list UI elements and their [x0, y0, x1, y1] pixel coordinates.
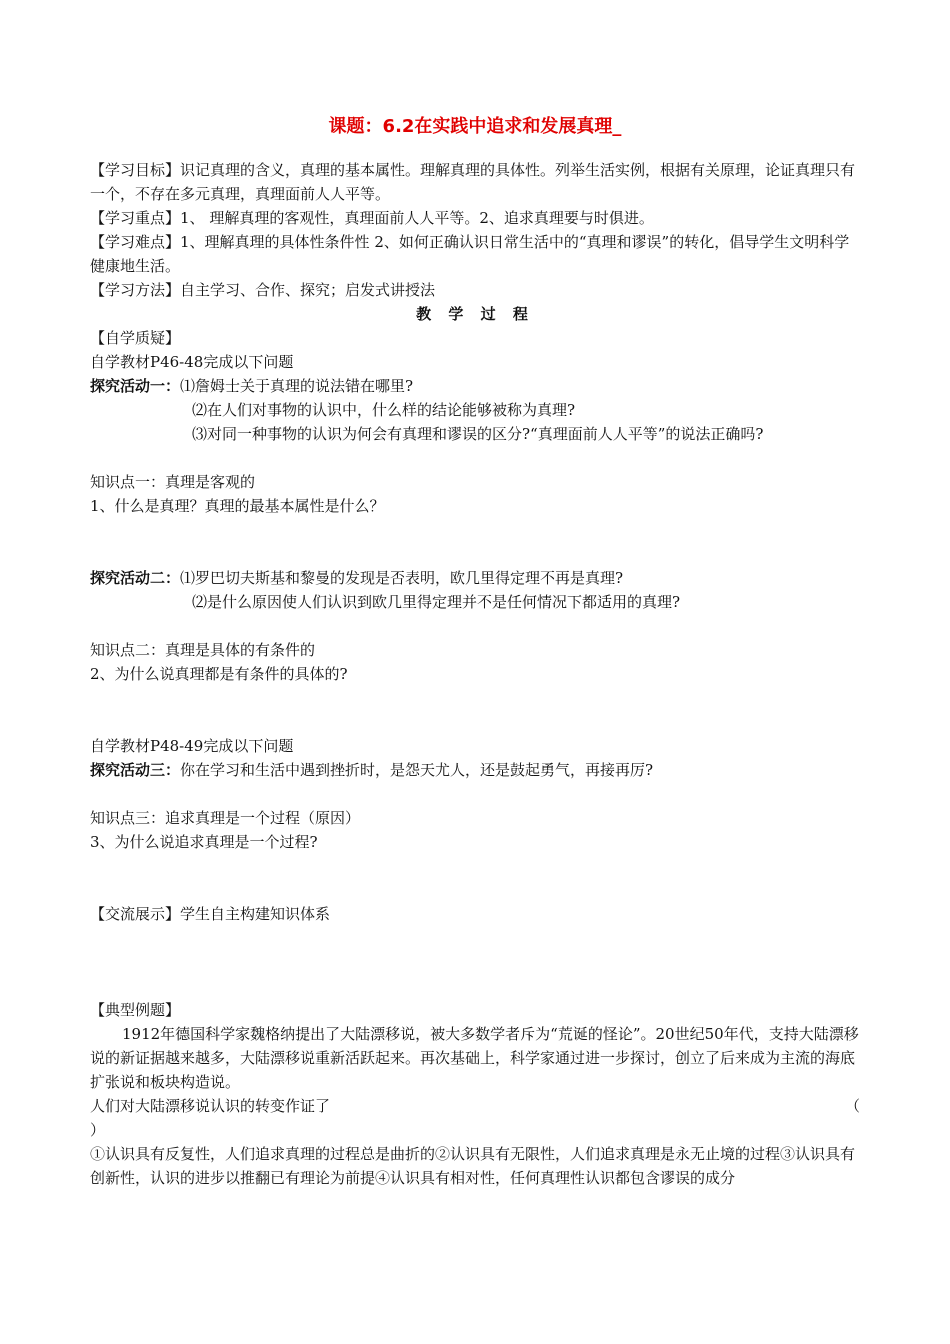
activity-2-q1: ⑴罗巴切夫斯基和黎曼的发现是否表明，欧几里得定理不再是真理? [180, 569, 624, 587]
self-study-line-2: 自学教材P48-49完成以下问题 [90, 737, 294, 755]
process-heading: 教 学 过 程 [416, 305, 534, 323]
knowledge-3-title: 知识点三：追求真理是一个过程（原因） [90, 809, 361, 827]
method-text: 自主学习、合作、探究；启发式讲授法 [180, 281, 436, 299]
learning-focus [90, 206, 860, 230]
exchange-section [90, 902, 860, 926]
example-stem-tail: 人们对大陆漂移说认识的转变作证了 [90, 1097, 331, 1115]
activity-1 [90, 374, 860, 398]
activity-1-q3: ⑶对同一种事物的认识为何会有真理和谬误的区分?“真理面前人人平等”的说法正确吗? [192, 425, 764, 443]
activity-2-q2: ⑵是什么原因使人们认识到欧几里得定理并不是任何情况下都适用的真理? [192, 593, 681, 611]
learning-goals [90, 158, 860, 206]
focus-label: 【学习重点】 [90, 209, 181, 227]
activity-3-label: 探究活动三： [90, 761, 181, 779]
knowledge-3-question: 3、为什么说追求真理是一个过程? [90, 833, 318, 851]
answer-paren-open: （ [844, 1097, 860, 1115]
difficulty-label: 【学习难点】 [90, 233, 181, 251]
activity-1-label: 探究活动一： [90, 377, 181, 395]
exchange-text: 学生自主构建知识体系 [180, 905, 331, 923]
learning-difficulty [90, 230, 860, 278]
activity-3 [90, 758, 860, 782]
self-study-label: 【自学质疑】 [90, 329, 181, 347]
activity-3-text: 你在学习和生活中遇到挫折时，是怨天尤人，还是鼓起勇气，再接再厉? [180, 761, 654, 779]
page-title: 课题：6.2在实践中追求和发展真理_ [328, 116, 622, 137]
example-stem [90, 1022, 860, 1094]
knowledge-2-question: 2、为什么说真理都是有条件的具体的? [90, 665, 348, 683]
activity-2 [90, 566, 860, 590]
document-body [90, 158, 860, 1190]
self-study-line-1: 自学教材P46-48完成以下问题 [90, 353, 294, 371]
knowledge-2-title: 知识点二：真理是具体的有条件的 [90, 641, 316, 659]
learning-method [90, 278, 860, 302]
activity-2-label: 探究活动二： [90, 569, 181, 587]
exchange-label: 【交流展示】 [90, 905, 181, 923]
difficulty-text: 1、理解真理的具体性条件性 2、如何正确认识日常生活中的“真理和谬误”的转化，倡导学生文明科学健康地生活。 [90, 233, 850, 275]
example-stem-tail-row [90, 1094, 860, 1118]
activity-1-q2: ⑵在人们对事物的认识中，什么样的结论能够被称为真理? [192, 401, 576, 419]
knowledge-1-question: 1、什么是真理？真理的最基本属性是什么？ [90, 497, 385, 515]
example-label: 【典型例题】 [90, 1001, 181, 1019]
example-options: ①认识具有反复性，人们追求真理的过程总是曲折的②认识具有无限性，人们追求真理是永无止境的过程③认识具有创新性，认识的进步以推翻已有理论为前提④认识具有相对性，任何真理性认识都包含谬误的成分 [90, 1145, 856, 1187]
example-stem-main: 1912年德国科学家魏格纳提出了大陆漂移说，被大多数学者斥为“荒诞的怪论”。20世纪50年代，支持大陆漂移说的新证据越来越多，大陆漂移说重新活跃起来。再次基础上，科学家通过进一步探讨，创立了后来成为主流的海底扩张说和板块构造说。 [90, 1025, 859, 1091]
goals-text: 识记真理的含义，真理的基本属性。理解真理的具体性。列举生活实例，根据有关原理，论证真理只有一个，不存在多元真理，真理面前人人平等。 [90, 161, 856, 203]
focus-text: 1、 理解真理的客观性，真理面前人人平等。2、追求真理要与时俱进。 [180, 209, 654, 227]
activity-1-q1: ⑴詹姆士关于真理的说法错在哪里? [180, 377, 414, 395]
goals-label: 【学习目标】 [90, 161, 181, 179]
method-label: 【学习方法】 [90, 281, 181, 299]
answer-paren-close: ） [90, 1121, 106, 1139]
knowledge-1-title: 知识点一：真理是客观的 [90, 473, 256, 491]
